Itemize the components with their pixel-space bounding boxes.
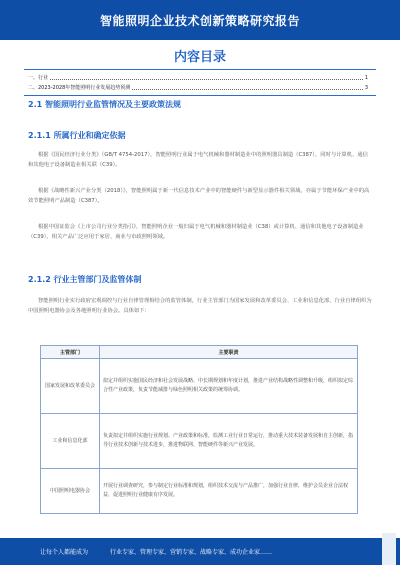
section-heading: 2.1 智能照明行业监管情况及主要政策法规 (28, 100, 181, 109)
toc-divider (24, 69, 376, 70)
toc-item-label: 二、2023-2028年智能照明行业发展趋势预测 (28, 85, 131, 91)
table-row (41, 359, 358, 414)
table-row (41, 414, 358, 469)
report-title: 智能照明企业技术创新策略研究报告 (99, 13, 300, 28)
body-paragraph: 根据中国证监会《上市公司行业分类指引》，智能照明企业一般归属于电气机械和器材制造业（C38）或计算机、通信和其他电子设备制造业（C39），相关产品广泛应用于家居、商业与市政照明领域。 (28, 224, 364, 240)
table-row (41, 469, 358, 514)
toc-item-page: 1 (364, 74, 368, 81)
dept-cell: 中国照明电器协会 (41, 469, 100, 514)
toc-leader-dots (50, 75, 363, 80)
body-paragraph: 根据《战略性新兴产业分类（2018）》，智能照明属于新一代信息技术产业中的智能硬件与新型显示器件相关领域，亦属于节能环保产业中的高效节能照明产品制造（C387）。 (28, 188, 370, 204)
toc-bottom-divider (24, 95, 376, 96)
duty-cell: 开展行业调查研究，参与制定行业标准和规划，组织技术交流与产品推广，加强行业自律，维护会员企业合法权益，促进照明行业健康有序发展。 (100, 469, 358, 514)
dept-cell: 工业和信息化部 (41, 414, 100, 469)
duty-cell: 负责拟定并组织实施行业规划、产业政策和标准，监测工业行业日常运行，推动重大技术装备发展和自主创新，指导行业技术创新与技术进步，推进物联网、智能硬件等新兴产业发展。 (100, 414, 358, 469)
table-header-row (41, 346, 358, 359)
footer-slogan-right: 行业专家、管理专家、营销专家、战略专家、成功企业家…… (110, 549, 273, 556)
subsection-heading: 2.1.2 行业主管部门及监管体制 (28, 275, 142, 284)
subsection-heading: 2.1.1 所属行业和确定依据 (28, 131, 126, 140)
dept-cell: 国家发展和改革委员会 (41, 359, 100, 414)
footer-slogan-left: 让每个人都能成为 (40, 549, 89, 556)
report-banner (0, 0, 400, 40)
body-paragraph: 根据《国民经济行业分类》（GB/T 4754-2017），智能照明行业属于电气机械和器材制造业中的照明器具制造（C387），同时与计算机、通信和其他电子设备制造业相关联（C39）。 (28, 152, 368, 168)
toc-title: 内容目录 (173, 50, 226, 65)
toc-item[interactable] (28, 74, 368, 81)
page-footer (0, 538, 400, 565)
toc-item-label: 一、行业 (28, 75, 49, 81)
toc-leader-dots (132, 85, 363, 90)
table-header-cell: 主管部门 (41, 346, 100, 359)
footer-accent-block (382, 533, 396, 565)
body-paragraph: 智能照明行业实行政府宏观调控与行业自律管理相结合的监管体制，行业主管部门为国家发展和改革委员会、工业和信息化部，行业自律组织为中国照明电器协会及各地照明行业协会。具体如下： (28, 298, 372, 314)
duty-cell: 拟定并组织实施国民经济和社会发展战略、中长期规划和年度计划，推进产业结构战略性调整和升级，组织拟定综合性产业政策，负责节能减排与绿色照明相关政策的统筹协调。 (100, 359, 358, 414)
table-header-cell: 主要职责 (100, 346, 358, 359)
regulator-table (40, 345, 358, 514)
toc-item[interactable] (28, 84, 368, 91)
toc-item-page: 3 (364, 84, 368, 91)
